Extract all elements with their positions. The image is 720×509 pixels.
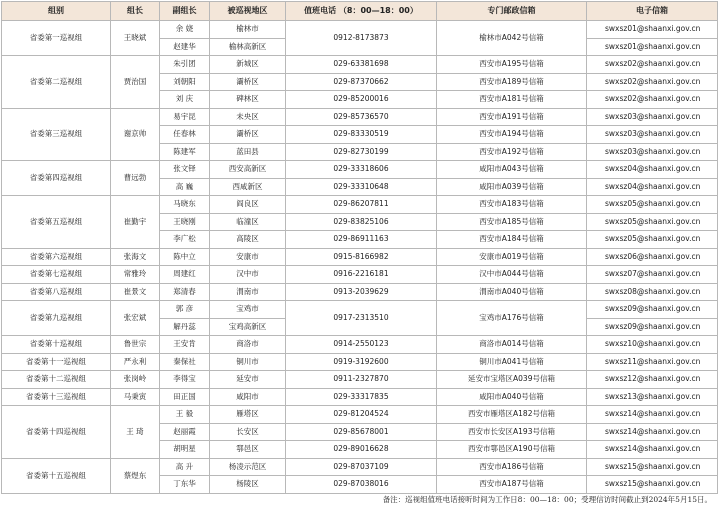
table-row — [2, 161, 718, 179]
area-cell: 杨凌示范区 — [210, 458, 286, 476]
area-cell: 杨陵区 — [210, 476, 286, 494]
group-name-cell: 省委第十二巡视组 — [2, 371, 111, 389]
deputy-cell: 田正国 — [160, 388, 210, 406]
email-cell[interactable]: swxsz09@shaanxi.gov.cn — [587, 318, 718, 336]
group-leader-cell: 常雅玲 — [111, 266, 160, 284]
email-cell[interactable]: swxsz14@shaanxi.gov.cn — [587, 423, 718, 441]
email-cell[interactable]: swxsz15@shaanxi.gov.cn — [587, 476, 718, 494]
mailbox-cell: 渭南市A040号信箱 — [437, 283, 587, 301]
table-row — [2, 266, 718, 284]
deputy-cell: 高 升 — [160, 458, 210, 476]
area-cell: 新城区 — [210, 56, 286, 74]
mailbox-cell: 商洛市A014号信箱 — [437, 336, 587, 354]
table-row — [2, 406, 718, 424]
mailbox-cell: 延安市宝塔区A039号信箱 — [437, 371, 587, 389]
mailbox-cell: 西安市A194号信箱 — [437, 126, 587, 144]
header-area: 被巡视地区 — [210, 2, 286, 21]
table-header-row — [2, 2, 718, 21]
email-cell[interactable]: swxsz14@shaanxi.gov.cn — [587, 441, 718, 459]
email-cell[interactable]: swxsz10@shaanxi.gov.cn — [587, 336, 718, 354]
email-cell[interactable]: swxsz03@shaanxi.gov.cn — [587, 108, 718, 126]
area-cell: 咸阳市 — [210, 388, 286, 406]
deputy-cell: 朱引团 — [160, 56, 210, 74]
phone-cell[interactable]: 029-85678001 — [286, 423, 437, 441]
phone-cell[interactable]: 029-89016628 — [286, 441, 437, 459]
deputy-cell: 刘 庆 — [160, 91, 210, 109]
group-name-cell: 省委第二巡视组 — [2, 56, 111, 109]
area-cell: 西安高新区 — [210, 161, 286, 179]
deputy-cell: 马晓东 — [160, 196, 210, 214]
deputy-cell: 丁东华 — [160, 476, 210, 494]
table-row — [2, 336, 718, 354]
area-cell: 渭南市 — [210, 283, 286, 301]
deputy-cell: 李广松 — [160, 231, 210, 249]
area-cell: 宝鸡市 — [210, 301, 286, 319]
phone-cell[interactable]: 0915-8166982 — [286, 248, 437, 266]
email-cell[interactable]: swxsz01@shaanxi.gov.cn — [587, 21, 718, 39]
email-cell[interactable]: swxsz09@shaanxi.gov.cn — [587, 301, 718, 319]
mailbox-cell: 西安市A183号信箱 — [437, 196, 587, 214]
group-name-cell: 省委第十一巡视组 — [2, 353, 111, 371]
group-leader-cell: 王 琦 — [111, 406, 160, 459]
phone-cell[interactable]: 029-33317835 — [286, 388, 437, 406]
mailbox-cell: 西安市A184号信箱 — [437, 231, 587, 249]
group-name-cell: 省委第九巡视组 — [2, 301, 111, 336]
mailbox-cell: 西安市A187号信箱 — [437, 476, 587, 494]
area-cell: 汉中市 — [210, 266, 286, 284]
area-cell: 铜川市 — [210, 353, 286, 371]
table-row — [2, 301, 718, 319]
email-cell[interactable]: swxsz02@shaanxi.gov.cn — [587, 73, 718, 91]
mailbox-cell: 西安市鄠邑区A190号信箱 — [437, 441, 587, 459]
deputy-cell: 王 毅 — [160, 406, 210, 424]
group-name-cell: 省委第八巡视组 — [2, 283, 111, 301]
email-cell[interactable]: swxsz03@shaanxi.gov.cn — [587, 143, 718, 161]
area-cell: 安康市 — [210, 248, 286, 266]
group-name-cell: 省委第一巡视组 — [2, 21, 111, 56]
deputy-cell: 王晓刚 — [160, 213, 210, 231]
phone-cell[interactable]: 0911-2327870 — [286, 371, 437, 389]
phone-cell[interactable]: 0913-2039629 — [286, 283, 437, 301]
mailbox-cell: 西安市长安区A193号信箱 — [437, 423, 587, 441]
deputy-cell: 王安肯 — [160, 336, 210, 354]
group-name-cell: 省委第十五巡视组 — [2, 458, 111, 493]
group-leader-cell: 蔡煜东 — [111, 458, 160, 493]
mailbox-cell: 西安市A192号信箱 — [437, 143, 587, 161]
area-cell: 灞桥区 — [210, 126, 286, 144]
email-cell[interactable]: swxsz12@shaanxi.gov.cn — [587, 371, 718, 389]
group-leader-cell: 谢京帅 — [111, 108, 160, 161]
group-leader-cell: 张海文 — [111, 248, 160, 266]
mailbox-cell: 西安市A185号信箱 — [437, 213, 587, 231]
email-cell[interactable]: swxsz05@shaanxi.gov.cn — [587, 196, 718, 214]
email-cell[interactable]: swxsz13@shaanxi.gov.cn — [587, 388, 718, 406]
header-group: 组别 — [2, 2, 111, 21]
mailbox-cell: 咸阳市A039号信箱 — [437, 178, 587, 196]
group-name-cell: 省委第十三巡视组 — [2, 388, 111, 406]
phone-cell[interactable]: 029-33318606 — [286, 161, 437, 179]
mailbox-cell: 西安市A189号信箱 — [437, 73, 587, 91]
area-cell: 未央区 — [210, 108, 286, 126]
area-cell: 阎良区 — [210, 196, 286, 214]
phone-cell[interactable]: 029-63381698 — [286, 56, 437, 74]
area-cell: 商洛市 — [210, 336, 286, 354]
email-cell[interactable]: swxsz04@shaanxi.gov.cn — [587, 161, 718, 179]
area-cell: 临潼区 — [210, 213, 286, 231]
header-email: 电子信箱 — [587, 2, 718, 21]
email-cell[interactable]: swxsz03@shaanxi.gov.cn — [587, 126, 718, 144]
deputy-cell: 陈中立 — [160, 248, 210, 266]
deputy-cell: 刘朝阳 — [160, 73, 210, 91]
email-cell[interactable]: swxsz04@shaanxi.gov.cn — [587, 178, 718, 196]
mailbox-cell: 西安市A195号信箱 — [437, 56, 587, 74]
email-cell[interactable]: swxsz15@shaanxi.gov.cn — [587, 458, 718, 476]
deputy-cell: 郑清春 — [160, 283, 210, 301]
deputy-cell: 赵建华 — [160, 38, 210, 56]
phone-cell[interactable]: 0912-8173873 — [286, 21, 437, 56]
phone-cell[interactable]: 029-86207811 — [286, 196, 437, 214]
table-row — [2, 21, 718, 39]
mailbox-cell: 咸阳市A040号信箱 — [437, 388, 587, 406]
email-cell[interactable]: swxsz11@shaanxi.gov.cn — [587, 353, 718, 371]
header-leader: 组长 — [111, 2, 160, 21]
email-cell[interactable]: swxsz02@shaanxi.gov.cn — [587, 91, 718, 109]
phone-cell[interactable]: 029-81204524 — [286, 406, 437, 424]
deputy-cell: 秦保社 — [160, 353, 210, 371]
header-mailbox: 专门邮政信箱 — [437, 2, 587, 21]
group-leader-cell: 严永利 — [111, 353, 160, 371]
area-cell: 宝鸡高新区 — [210, 318, 286, 336]
area-cell: 碑林区 — [210, 91, 286, 109]
phone-cell[interactable]: 029-87037109 — [286, 458, 437, 476]
group-name-cell: 省委第三巡视组 — [2, 108, 111, 161]
email-cell[interactable]: swxsz02@shaanxi.gov.cn — [587, 56, 718, 74]
group-leader-cell: 崔勤宇 — [111, 196, 160, 249]
group-leader-cell: 鲁世宗 — [111, 336, 160, 354]
deputy-cell: 郭 彦 — [160, 301, 210, 319]
group-leader-cell: 张岗岭 — [111, 371, 160, 389]
table-row — [2, 283, 718, 301]
deputy-cell: 张文铎 — [160, 161, 210, 179]
area-cell: 高陵区 — [210, 231, 286, 249]
phone-cell[interactable]: 029-87038016 — [286, 476, 437, 494]
group-leader-cell: 张宏斌 — [111, 301, 160, 336]
table-row — [2, 353, 718, 371]
deputy-cell: 赵丽霞 — [160, 423, 210, 441]
group-leader-cell: 马秉寅 — [111, 388, 160, 406]
inspection-table — [1, 1, 718, 494]
phone-cell[interactable]: 029-83825106 — [286, 213, 437, 231]
phone-cell[interactable]: 0919-3192600 — [286, 353, 437, 371]
email-cell[interactable]: swxsz14@shaanxi.gov.cn — [587, 406, 718, 424]
area-cell: 西咸新区 — [210, 178, 286, 196]
table-row — [2, 458, 718, 476]
area-cell: 长安区 — [210, 423, 286, 441]
mailbox-cell: 西安市A186号信箱 — [437, 458, 587, 476]
group-name-cell: 省委第十四巡视组 — [2, 406, 111, 459]
email-cell[interactable]: swxsz05@shaanxi.gov.cn — [587, 213, 718, 231]
deputy-cell: 余 娆 — [160, 21, 210, 39]
email-cell[interactable]: swxsz08@shaanxi.gov.cn — [587, 283, 718, 301]
area-cell: 蓝田县 — [210, 143, 286, 161]
phone-cell[interactable]: 029-82730199 — [286, 143, 437, 161]
group-name-cell: 省委第十巡视组 — [2, 336, 111, 354]
table-row — [2, 388, 718, 406]
table-row — [2, 56, 718, 74]
mailbox-cell: 西安市雁塔区A182号信箱 — [437, 406, 587, 424]
area-cell: 雁塔区 — [210, 406, 286, 424]
mailbox-cell: 西安市A181号信箱 — [437, 91, 587, 109]
deputy-cell: 易宇昆 — [160, 108, 210, 126]
phone-cell[interactable]: 0916-2216181 — [286, 266, 437, 284]
email-cell[interactable]: swxsz01@shaanxi.gov.cn — [587, 38, 718, 56]
group-name-cell: 省委第六巡视组 — [2, 248, 111, 266]
group-leader-cell: 崔景文 — [111, 283, 160, 301]
footnote: 备注：巡视组值班电话接听时间为工作日8：00—18：00；受理信访时间截止到2024年5月15日。 — [382, 495, 712, 504]
table-row — [2, 248, 718, 266]
phone-cell[interactable]: 029-33310648 — [286, 178, 437, 196]
mailbox-cell: 安康市A019号信箱 — [437, 248, 587, 266]
table-row — [2, 371, 718, 389]
group-name-cell: 省委第五巡视组 — [2, 196, 111, 249]
group-leader-cell: 王晓斌 — [111, 21, 160, 56]
deputy-cell: 胡明星 — [160, 441, 210, 459]
area-cell: 鄠邑区 — [210, 441, 286, 459]
group-leader-cell: 贾治国 — [111, 56, 160, 109]
phone-cell[interactable]: 029-87370662 — [286, 73, 437, 91]
phone-cell[interactable]: 029-86911163 — [286, 231, 437, 249]
table-row — [2, 196, 718, 214]
group-name-cell: 省委第七巡视组 — [2, 266, 111, 284]
phone-cell[interactable]: 029-83330519 — [286, 126, 437, 144]
email-cell[interactable]: swxsz06@shaanxi.gov.cn — [587, 248, 718, 266]
table-row — [2, 108, 718, 126]
phone-cell[interactable]: 0917-2313510 — [286, 301, 437, 336]
phone-cell[interactable]: 029-85736570 — [286, 108, 437, 126]
deputy-cell: 李得宝 — [160, 371, 210, 389]
deputy-cell: 高 巍 — [160, 178, 210, 196]
header-phone: 值班电话 （8：00—18：00） — [286, 2, 437, 21]
mailbox-cell: 汉中市A044号信箱 — [437, 266, 587, 284]
group-leader-cell: 曹远勃 — [111, 161, 160, 196]
mailbox-cell: 咸阳市A043号信箱 — [437, 161, 587, 179]
phone-cell[interactable]: 029-85200016 — [286, 91, 437, 109]
group-name-cell: 省委第四巡视组 — [2, 161, 111, 196]
deputy-cell: 任春林 — [160, 126, 210, 144]
area-cell: 延安市 — [210, 371, 286, 389]
area-cell: 榆林市 — [210, 21, 286, 39]
mailbox-cell: 榆林市A042号信箱 — [437, 21, 587, 56]
deputy-cell: 周建红 — [160, 266, 210, 284]
area-cell: 榆林高新区 — [210, 38, 286, 56]
mailbox-cell: 西安市A191号信箱 — [437, 108, 587, 126]
table-body — [2, 21, 718, 494]
phone-cell[interactable]: 0914-2550123 — [286, 336, 437, 354]
mailbox-cell: 铜川市A041号信箱 — [437, 353, 587, 371]
deputy-cell: 解丹蕊 — [160, 318, 210, 336]
email-cell[interactable]: swxsz07@shaanxi.gov.cn — [587, 266, 718, 284]
mailbox-cell: 宝鸡市A176号信箱 — [437, 301, 587, 336]
deputy-cell: 陈建军 — [160, 143, 210, 161]
area-cell: 灞桥区 — [210, 73, 286, 91]
header-deputy: 副组长 — [160, 2, 210, 21]
email-cell[interactable]: swxsz05@shaanxi.gov.cn — [587, 231, 718, 249]
